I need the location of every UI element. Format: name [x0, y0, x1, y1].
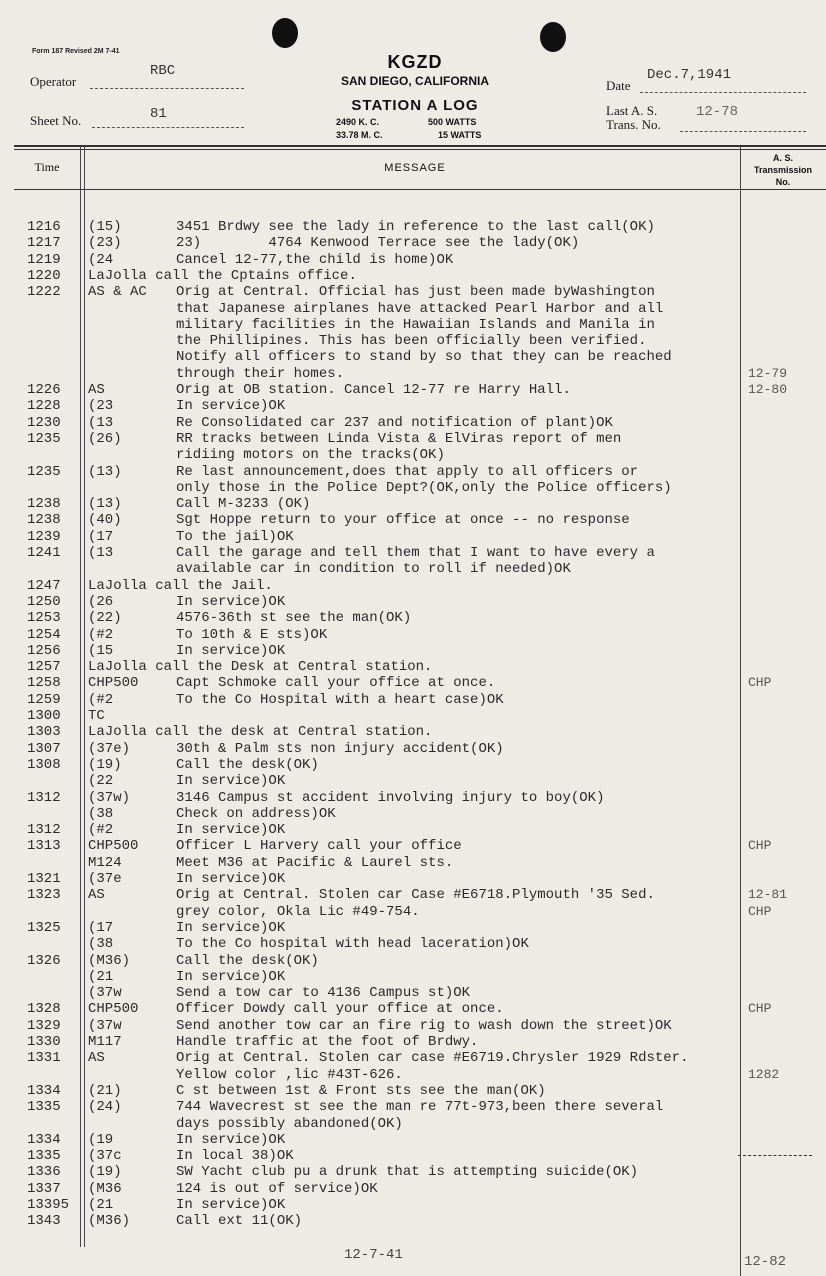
- log-message: that Japanese airplanes have attacked Pearl Harbor and all: [176, 301, 664, 317]
- log-unit-code: CHP500: [88, 1001, 139, 1017]
- log-as-number: CHP: [748, 838, 772, 853]
- as-column-header-3: No.: [775, 177, 791, 187]
- log-message: Notify all officers to stand by so that they can be reached: [176, 349, 672, 365]
- station-city: SAN DIEGO, CALIFORNIA: [340, 74, 489, 88]
- log-message: ridiing motors on the tracks(OK): [176, 447, 445, 463]
- log-as-number: 12-80: [748, 382, 788, 397]
- log-message: Call the garage and tell them that I want to have every a: [176, 545, 655, 561]
- log-message: 23) 4764 Kenwood Terrace see the lady(OK): [176, 235, 580, 251]
- log-time: 1321: [27, 871, 61, 887]
- log-unit-code: (#2: [88, 692, 114, 708]
- log-as-number: 1282: [748, 1067, 780, 1082]
- log-time: 1235: [27, 431, 61, 447]
- log-time: 1330: [27, 1034, 61, 1050]
- log-unit-code: (19: [88, 1132, 114, 1148]
- log-time: 1326: [27, 953, 61, 969]
- log-message: Check on address)OK: [176, 806, 336, 822]
- sheet-label: Sheet No.: [30, 113, 82, 128]
- log-time: 1254: [27, 627, 61, 643]
- log-message: RR tracks between Linda Vista & ElViras report of men: [176, 431, 622, 447]
- log-message: only those in the Police Dept?(OK,only the Police officers): [176, 480, 672, 496]
- log-time: 1230: [27, 415, 61, 431]
- log-message: Send a tow car to 4136 Campus st)OK: [176, 985, 471, 1001]
- log-unit-code: (37w): [88, 790, 131, 806]
- date-label: Date: [606, 78, 631, 93]
- log-message: In service)OK: [176, 1197, 286, 1213]
- log-message: Orig at Central. Stolen car Case #E6718.Plymouth '35 Sed.: [176, 887, 655, 903]
- log-unit-code: (M36: [88, 1181, 122, 1197]
- log-message: Cancel 12-77,the child is home)OK: [176, 252, 454, 268]
- log-unit-code: (#2: [88, 627, 114, 643]
- as-column-divider: [740, 147, 741, 1276]
- log-message: 30th & Palm sts non injury accident(OK): [176, 741, 504, 757]
- log-time: 1313: [27, 838, 61, 854]
- log-unit-code: CHP500: [88, 838, 139, 854]
- log-message: Handle traffic at the foot of Brdwy.: [176, 1034, 479, 1050]
- log-time: 1258: [27, 675, 61, 691]
- log-time: 1325: [27, 920, 61, 936]
- table-header-rule: [14, 189, 826, 190]
- log-message: grey color, Okla Lic #49-754.: [176, 904, 420, 920]
- log-message: In service)OK: [176, 822, 286, 838]
- log-unit-code: LaJolla call the desk at Central station.: [88, 724, 433, 740]
- log-unit-code: (24: [88, 252, 114, 268]
- footer-date-stamp: 12-7-41: [344, 1247, 403, 1263]
- log-message: SW Yacht club pu a drunk that is attempting suicide(OK): [176, 1164, 639, 1180]
- log-unit-code: TC: [88, 708, 105, 724]
- time-column-header: Time: [34, 160, 60, 174]
- log-time: 1256: [27, 643, 61, 659]
- time-column-divider-2: [84, 147, 85, 1247]
- trans-no-line: [680, 131, 806, 132]
- log-message: military facilities in the Hawaiian Islands and Manila in: [176, 317, 655, 333]
- log-time: 1336: [27, 1164, 61, 1180]
- frequency-1: 2490 K. C.: [336, 117, 380, 127]
- log-message: To the Co hospital with head laceration)OK: [176, 936, 529, 952]
- log-message: 3451 Brdwy see the lady in reference to the last call(OK): [176, 219, 655, 235]
- operator-label: Operator: [30, 74, 77, 89]
- log-unit-code: AS: [88, 382, 105, 398]
- log-unit-code: (37c: [88, 1148, 122, 1164]
- log-time: 1220: [27, 268, 61, 284]
- log-message: In service)OK: [176, 643, 286, 659]
- log-message: the Phillipines. This has been officially been verified.: [176, 333, 647, 349]
- log-message: Re Consolidated car 237 and notification of plant)OK: [176, 415, 613, 431]
- log-time: 1238: [27, 512, 61, 528]
- log-as-number: CHP: [748, 675, 772, 690]
- log-as-number: 12-79: [748, 366, 788, 381]
- log-message: Yellow color ,lic #43T-626.: [176, 1067, 403, 1083]
- operator-line: [90, 88, 244, 89]
- log-time: 1222: [27, 284, 61, 300]
- log-time: 1241: [27, 545, 61, 561]
- log-message: Meet M36 at Pacific & Laurel sts.: [176, 855, 454, 871]
- log-unit-code: (37e): [88, 741, 131, 757]
- log-unit-code: M117: [88, 1034, 122, 1050]
- log-message: Capt Schmoke call your office at once.: [176, 675, 496, 691]
- log-unit-code: (26: [88, 594, 114, 610]
- log-message: 4576-36th st see the man(OK): [176, 610, 412, 626]
- time-column-divider: [80, 147, 81, 1247]
- log-unit-code: (19): [88, 757, 122, 773]
- log-unit-code: (38: [88, 806, 114, 822]
- power-1: 500 WATTS: [428, 117, 477, 127]
- log-time: 1253: [27, 610, 61, 626]
- operator-value: RBC: [150, 63, 176, 79]
- log-unit-code: (17: [88, 529, 114, 545]
- log-message: Sgt Hoppe return to your office at once -- no response: [176, 512, 630, 528]
- log-time: 1331: [27, 1050, 61, 1066]
- log-unit-code: (13: [88, 545, 114, 561]
- log-message: 744 Wavecrest st see the man re 77t-973,been there several: [176, 1099, 664, 1115]
- log-message: In service)OK: [176, 871, 286, 887]
- separator-dashes: [738, 1155, 812, 1156]
- log-message: In service)OK: [176, 1132, 286, 1148]
- log-time: 1217: [27, 235, 61, 251]
- log-message: Re last announcement,does that apply to all officers or: [176, 464, 639, 480]
- log-message: To 10th & E sts)OK: [176, 627, 328, 643]
- log-unit-code: (22: [88, 773, 114, 789]
- log-time: 1247: [27, 578, 61, 594]
- log-unit-code: AS & AC: [88, 284, 147, 300]
- log-message: Orig at Central. Official has just been made byWashington: [176, 284, 655, 300]
- message-column-header: MESSAGE: [384, 162, 446, 174]
- log-message: To the Co Hospital with a heart case)OK: [176, 692, 504, 708]
- log-message: C st between 1st & Front sts see the man(OK): [176, 1083, 546, 1099]
- log-time: 1238: [27, 496, 61, 512]
- log-unit-code: (37e: [88, 871, 122, 887]
- log-message: In local 38)OK: [176, 1148, 294, 1164]
- log-message: To the jail)OK: [176, 529, 294, 545]
- log-time: 1257: [27, 659, 61, 675]
- log-unit-code: (23): [88, 235, 122, 251]
- log-message: 3146 Campus st accident involving injury to boy(OK): [176, 790, 605, 806]
- punch-hole-right: [540, 22, 566, 52]
- log-message: available car in condition to roll if needed)OK: [176, 561, 571, 577]
- log-unit-code: LaJolla call the Jail.: [88, 578, 273, 594]
- log-message: Officer Dowdy call your office at once.: [176, 1001, 504, 1017]
- log-message: Send another tow car an fire rig to wash down the street)OK: [176, 1018, 672, 1034]
- trans-no-label: Trans. No.: [606, 117, 661, 132]
- log-time: 1303: [27, 724, 61, 740]
- log-time: 1235: [27, 464, 61, 480]
- form-number: Form 187 Revised 2M 7-41: [32, 48, 120, 55]
- log-time: 1343: [27, 1213, 61, 1229]
- log-as-number: CHP: [748, 1001, 772, 1016]
- log-unit-code: (26): [88, 431, 122, 447]
- log-message: In service)OK: [176, 398, 286, 414]
- log-time: 1259: [27, 692, 61, 708]
- power-2: 15 WATTS: [438, 130, 482, 140]
- log-message: Orig at OB station. Cancel 12-77 re Harry Hall.: [176, 382, 571, 398]
- log-title: STATION A LOG: [351, 97, 479, 114]
- log-time: 1335: [27, 1148, 61, 1164]
- last-as-label: Last A. S.: [606, 103, 658, 118]
- log-unit-code: (21: [88, 969, 114, 985]
- log-time: 13395: [27, 1197, 70, 1213]
- log-time: 1334: [27, 1083, 61, 1099]
- log-unit-code: (38: [88, 936, 114, 952]
- log-unit-code: CHP500: [88, 675, 139, 691]
- log-time: 1239: [27, 529, 61, 545]
- log-unit-code: (21): [88, 1083, 122, 1099]
- log-time: 1216: [27, 219, 61, 235]
- log-unit-code: (15: [88, 643, 114, 659]
- log-message: In service)OK: [176, 969, 286, 985]
- log-unit-code: (13): [88, 464, 122, 480]
- log-message: Call ext 11(OK): [176, 1213, 303, 1229]
- log-unit-code: (40): [88, 512, 122, 528]
- log-time: 1308: [27, 757, 61, 773]
- table-top-rule-2: [14, 149, 826, 150]
- log-unit-code: AS: [88, 1050, 105, 1066]
- footer-last-as-number: 12-82: [744, 1254, 787, 1270]
- call-sign: KGZD: [387, 52, 443, 72]
- sheet-line: [92, 127, 244, 128]
- punch-hole-left: [272, 18, 298, 48]
- log-message: Call the desk(OK): [176, 953, 319, 969]
- log-unit-code: (13): [88, 496, 122, 512]
- log-time: 1219: [27, 252, 61, 268]
- log-time: 1250: [27, 594, 61, 610]
- log-time: 1228: [27, 398, 61, 414]
- log-unit-code: (37w: [88, 985, 122, 1001]
- log-unit-code: (23: [88, 398, 114, 414]
- log-unit-code: LaJolla call the Cptains office.: [88, 268, 357, 284]
- date-value: Dec.7,1941: [647, 67, 732, 83]
- log-unit-code: (17: [88, 920, 114, 936]
- as-column-header-1: A. S.: [772, 153, 793, 163]
- log-unit-code: LaJolla call the Desk at Central station.: [88, 659, 433, 675]
- log-message: Orig at Central. Stolen car case #E6719.Chrysler 1929 Rdster.: [176, 1050, 689, 1066]
- log-unit-code: (24): [88, 1099, 122, 1115]
- log-message: Call M-3233 (OK): [176, 496, 311, 512]
- log-message: Officer L Harvery call your office: [176, 838, 462, 854]
- log-unit-code: (37w: [88, 1018, 122, 1034]
- log-time: 1329: [27, 1018, 61, 1034]
- log-unit-code: (#2: [88, 822, 114, 838]
- log-time: 1312: [27, 822, 61, 838]
- sheet-value: 81: [150, 106, 167, 122]
- log-message: In service)OK: [176, 773, 286, 789]
- log-message: 124 is out of service)OK: [176, 1181, 378, 1197]
- log-as-number: 12-81: [748, 887, 788, 902]
- log-message: days possibly abandoned(OK): [176, 1116, 403, 1132]
- log-unit-code: (15): [88, 219, 122, 235]
- log-time: 1334: [27, 1132, 61, 1148]
- log-unit-code: (M36): [88, 953, 131, 969]
- log-unit-code: M124: [88, 855, 122, 871]
- log-time: 1323: [27, 887, 61, 903]
- log-unit-code: (22): [88, 610, 122, 626]
- log-as-number: CHP: [748, 904, 772, 919]
- log-message: Call the desk(OK): [176, 757, 319, 773]
- log-time: 1328: [27, 1001, 61, 1017]
- date-line: [640, 92, 806, 93]
- log-message: through their homes.: [176, 366, 345, 382]
- log-unit-code: AS: [88, 887, 105, 903]
- log-message: In service)OK: [176, 920, 286, 936]
- log-unit-code: (13: [88, 415, 114, 431]
- as-column-header-2: Transmission: [753, 165, 813, 175]
- log-unit-code: (M36): [88, 1213, 131, 1229]
- log-message: In service)OK: [176, 594, 286, 610]
- log-time: 1300: [27, 708, 61, 724]
- log-unit-code: (21: [88, 1197, 114, 1213]
- log-time: 1226: [27, 382, 61, 398]
- table-top-rule: [14, 145, 826, 147]
- log-time: 1335: [27, 1099, 61, 1115]
- log-time: 1312: [27, 790, 61, 806]
- last-as-value: 12-78: [696, 104, 739, 120]
- log-time: 1337: [27, 1181, 61, 1197]
- log-unit-code: (19): [88, 1164, 122, 1180]
- log-time: 1307: [27, 741, 61, 757]
- frequency-2: 33.78 M. C.: [336, 130, 383, 140]
